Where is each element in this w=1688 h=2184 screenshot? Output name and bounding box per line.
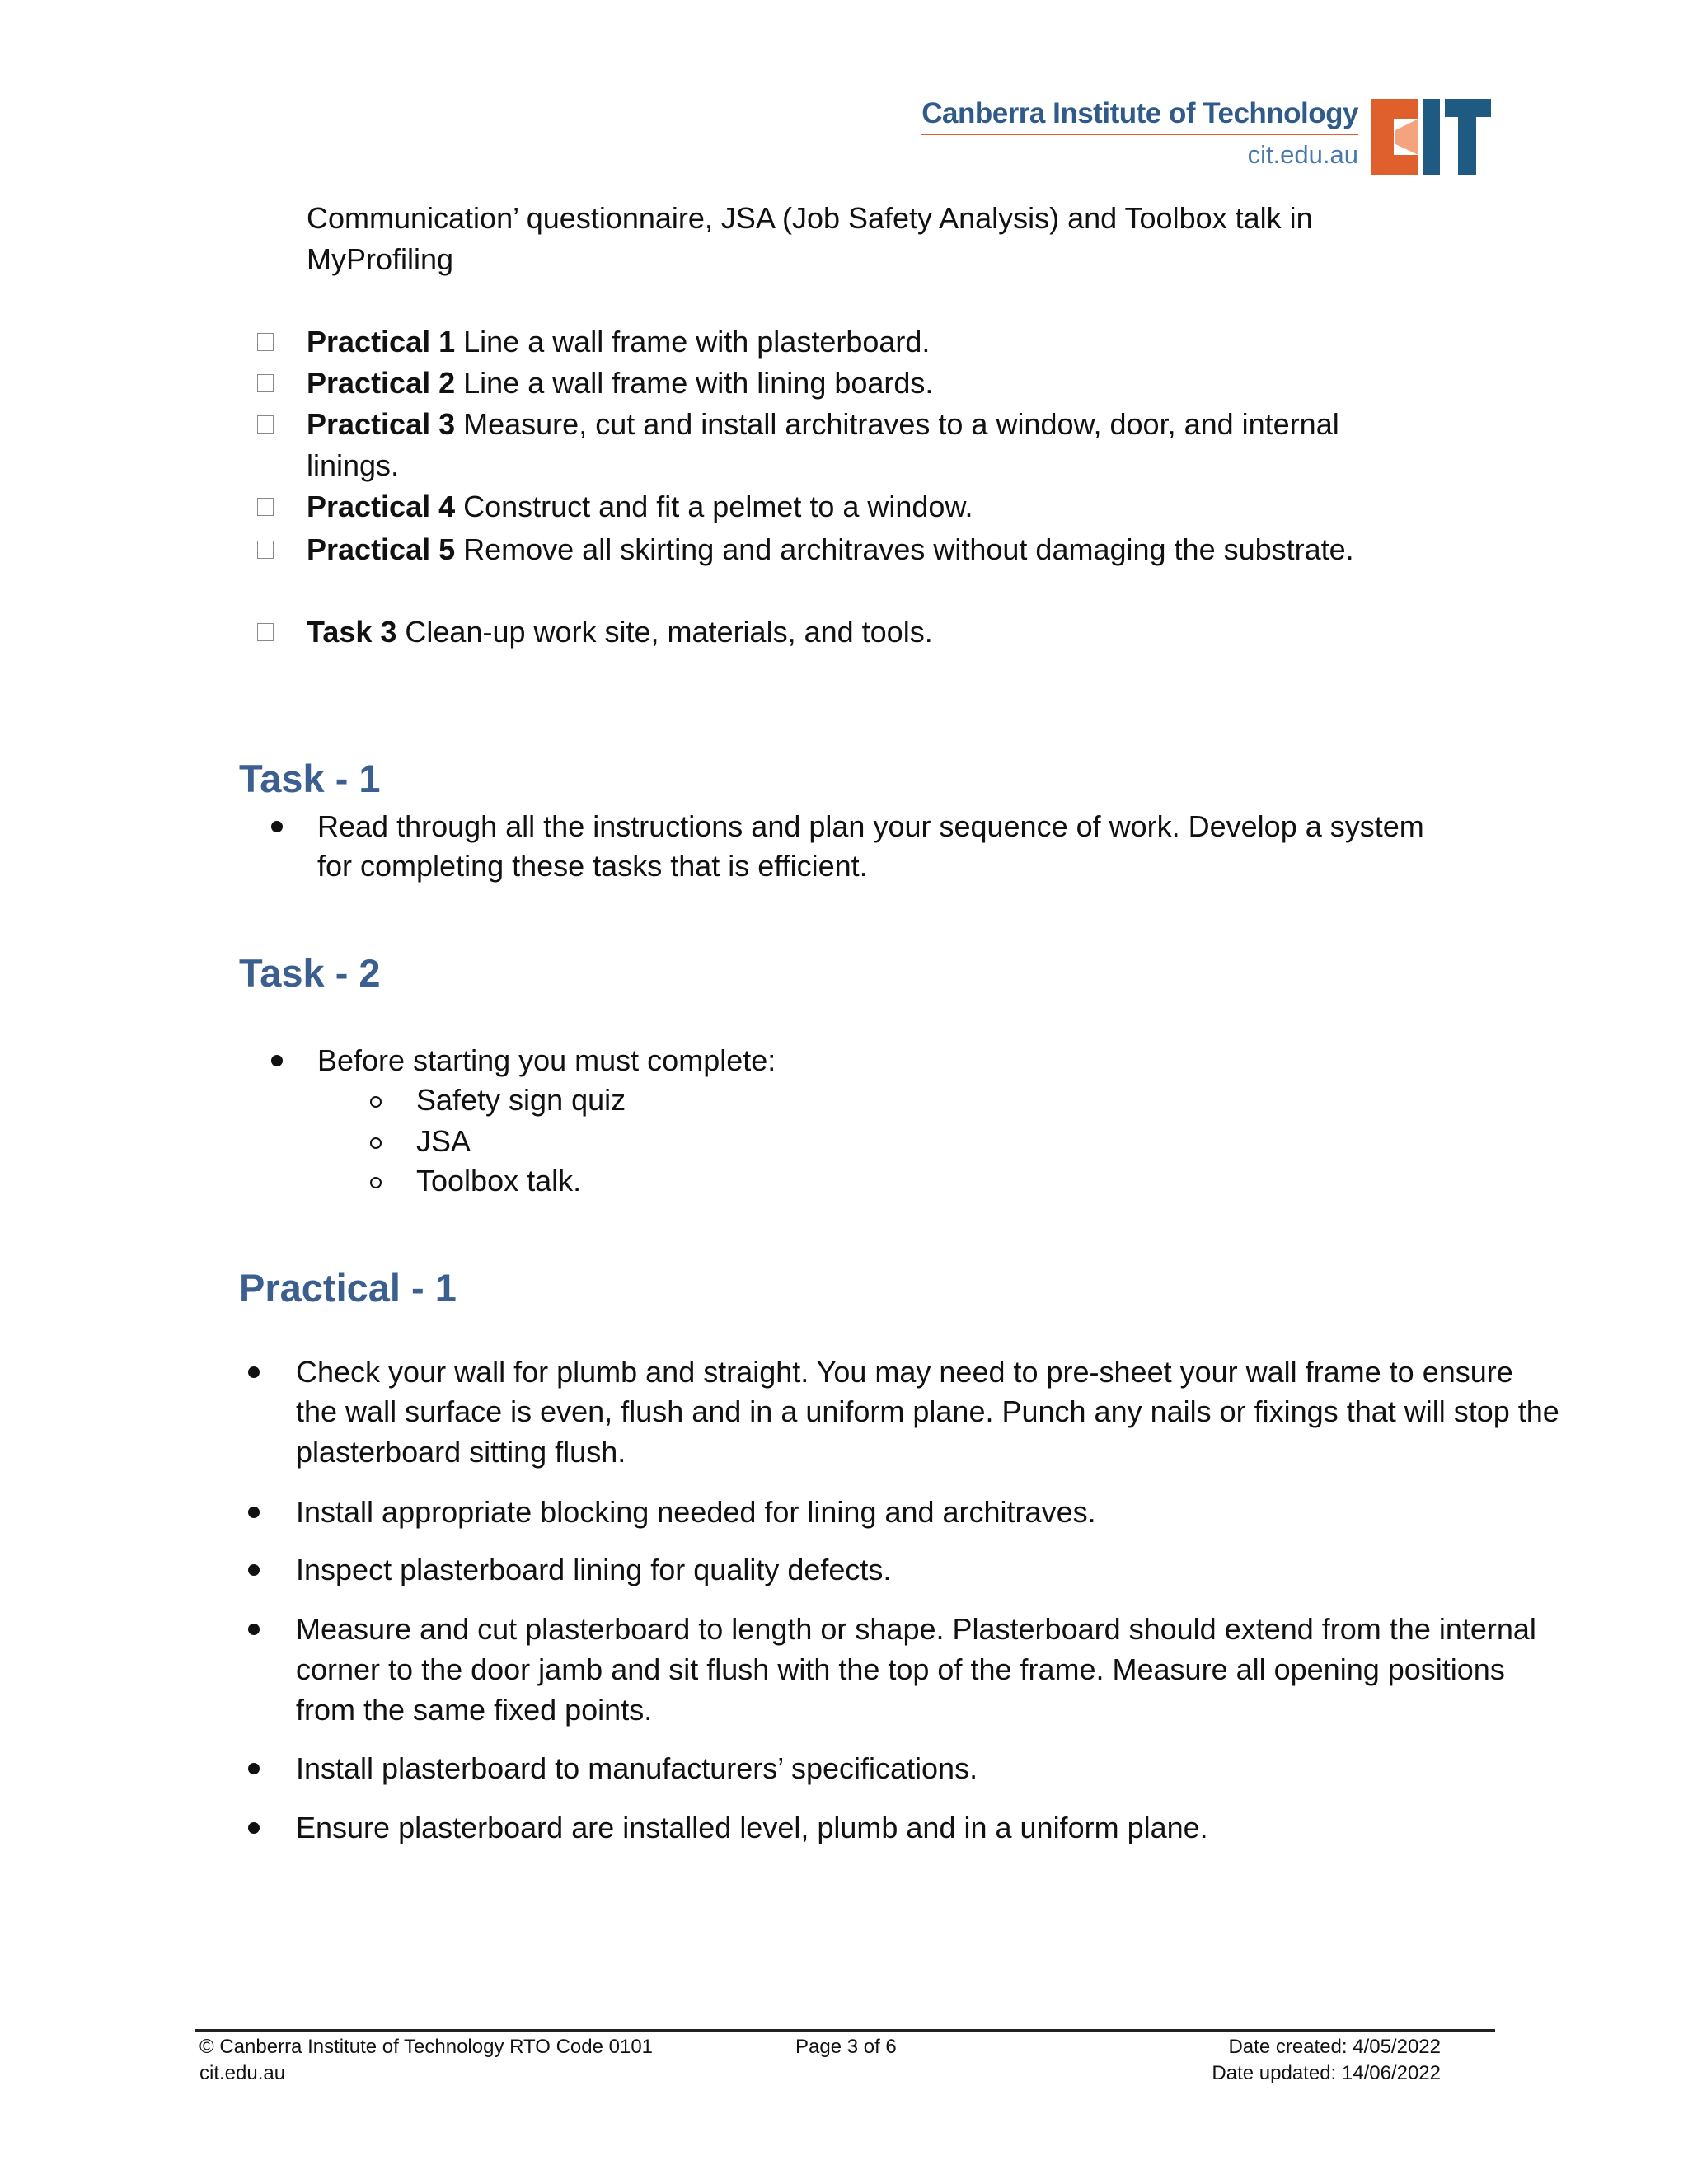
checklist-item-practical-2: Practical 2 Line a wall frame with lining boards. xyxy=(307,366,934,400)
checklist-item-practical-4: Practical 4 Construct and fit a pelmet to a window. xyxy=(307,490,973,523)
heading-task-1: Task - 1 xyxy=(239,757,381,800)
practical1-bullet-6: Ensure plasterboard are installed level, plumb and in a uniform plane. xyxy=(296,1811,1208,1844)
heading-task-2: Task - 2 xyxy=(239,951,381,995)
bullet-icon xyxy=(271,821,283,832)
bullet-icon xyxy=(248,1624,260,1635)
practical1-bullet-1-line-3: plasterboard sitting flush. xyxy=(296,1435,626,1469)
practical1-bullet-4-line-2: corner to the door jamb and sit flush with the top of the frame. Measure all opening positions xyxy=(296,1652,1505,1686)
footer-copyright: © Canberra Institute of Technology RTO Code 0101 xyxy=(199,2036,654,2058)
bullet-icon xyxy=(248,1366,260,1378)
checkbox-task-3[interactable] xyxy=(257,623,274,641)
task2-bullet: Before starting you must complete: xyxy=(317,1043,776,1077)
checklist-item-practical-3: Practical 3 Measure, cut and install architraves to a window, door, and internal xyxy=(307,407,1339,441)
task1-bullet-line-1: Read through all the instructions and plan your sequence of work. Develop a system xyxy=(317,809,1424,843)
bullet-icon xyxy=(271,1055,283,1066)
checklist-item-practical-3-cont: linings. xyxy=(307,448,400,482)
heading-practical-1: Practical - 1 xyxy=(239,1266,457,1310)
bullet-icon xyxy=(248,1822,260,1834)
intro-line-1: Communication’ questionnaire, JSA (Job Safety Analysis) and Toolbox talk in xyxy=(307,201,1313,235)
practical1-bullet-3: Inspect plasterboard lining for quality defects. xyxy=(296,1553,892,1586)
hollow-bullet-icon xyxy=(370,1137,382,1149)
checklist-item-practical-5: Practical 5 Remove all skirting and architraves without damaging the substrate. xyxy=(307,532,1354,566)
checkbox-practical-4[interactable] xyxy=(257,498,274,516)
checkbox-practical-3[interactable] xyxy=(257,415,274,434)
task2-subitem-2: JSA xyxy=(416,1124,471,1158)
practical1-bullet-4-line-3: from the same fixed points. xyxy=(296,1693,653,1727)
bullet-icon xyxy=(248,1564,260,1576)
footer-date-created: Date created: 4/05/2022 xyxy=(1228,2036,1441,2058)
hollow-bullet-icon xyxy=(370,1177,382,1188)
footer-date-updated: Date updated: 14/06/2022 xyxy=(1212,2062,1441,2084)
header-logo-text xyxy=(921,97,1358,170)
institute-url: cit.edu.au xyxy=(1247,140,1358,169)
logo-divider xyxy=(921,134,1358,135)
bullet-icon xyxy=(248,1763,260,1774)
task1-bullet-line-2: for completing these tasks that is efficient. xyxy=(317,849,868,883)
practical1-bullet-4-line-1: Measure and cut plasterboard to length or shape. Plasterboard should extend from the internal xyxy=(296,1612,1536,1646)
bullet-icon xyxy=(248,1507,260,1518)
footer-url: cit.edu.au xyxy=(199,2062,286,2084)
practical1-bullet-2: Install appropriate blocking needed for lining and architraves. xyxy=(296,1495,1096,1529)
hollow-bullet-icon xyxy=(370,1096,382,1108)
institute-name: Canberra Institute of Technology xyxy=(921,97,1358,129)
practical1-bullet-1-line-2: the wall surface is even, flush and in a uniform plane. Punch any nails or fixings that will stop the xyxy=(296,1394,1559,1428)
checkbox-practical-5[interactable] xyxy=(257,541,274,559)
footer-divider xyxy=(195,2029,1495,2032)
footer-page-number: Page 3 of 6 xyxy=(795,2036,897,2058)
checklist-item-practical-1: Practical 1 Line a wall frame with plasterboard. xyxy=(307,325,931,359)
practical1-bullet-1-line-1: Check your wall for plumb and straight. You may need to pre-sheet your wall frame to ensure xyxy=(296,1355,1513,1389)
task2-subitem-1: Safety sign quiz xyxy=(416,1083,626,1117)
practical1-bullet-5: Install plasterboard to manufacturers’ specifications. xyxy=(296,1751,978,1785)
checkbox-practical-2[interactable] xyxy=(257,374,274,392)
intro-line-2: MyProfiling xyxy=(307,242,454,276)
checklist-item-task-3: Task 3 Clean-up work site, materials, and tools. xyxy=(307,615,933,649)
task2-subitem-3: Toolbox talk. xyxy=(416,1164,582,1197)
cit-logo xyxy=(1371,99,1491,179)
checkbox-practical-1[interactable] xyxy=(257,333,274,351)
